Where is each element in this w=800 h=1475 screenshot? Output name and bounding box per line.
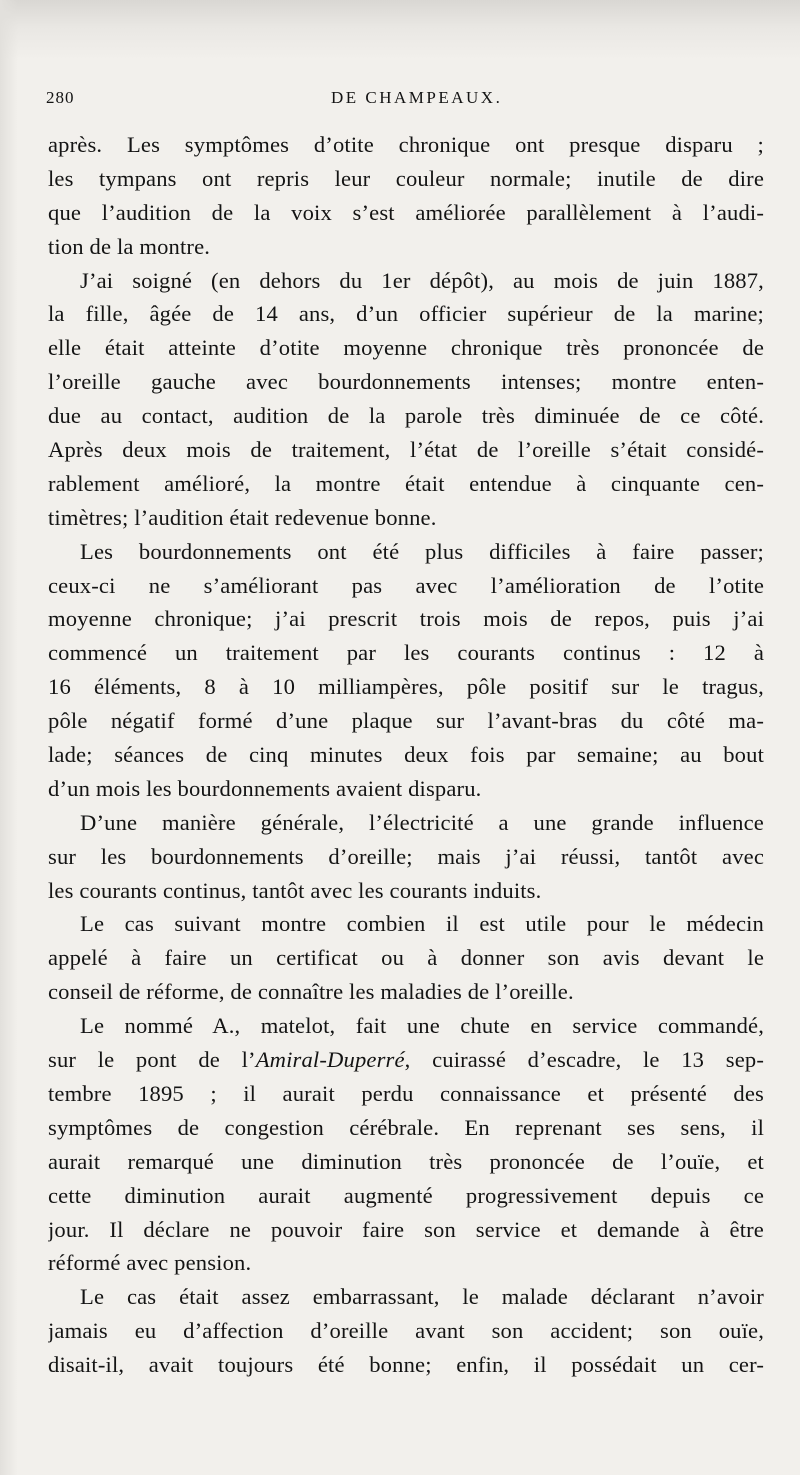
text-line: J’ai soigné (en dehors du 1er dépôt), au mois de juin 1887,	[80, 267, 764, 293]
text-line: conseil de réforme, de connaître les maladies de l’oreille.	[48, 979, 574, 1005]
text-line: jamais eu d’affection d’oreille avant son accident; son ouïe,	[48, 1318, 764, 1344]
page-number: 280	[46, 88, 75, 107]
text-line: Le cas était assez embarrassant, le malade déclarant n’avoir	[80, 1284, 764, 1310]
text-line: l’oreille gauche avec bourdonnements intenses; montre enten-	[48, 369, 764, 395]
text-line: les tympans ont repris leur couleur normale; inutile de dire	[48, 165, 764, 191]
text-line: elle était atteinte d’otite moyenne chronique très prononcée de	[48, 335, 764, 361]
text-line: lade; séances de cinq minutes deux fois par semaine; au bout	[48, 742, 764, 768]
text-line: pôle négatif formé d’une plaque sur l’avant-bras du côté ma-	[48, 708, 764, 734]
text-line: les courants continus, tantôt avec les courants induits.	[48, 877, 542, 903]
text-line: aurait remarqué une diminution très prononcée de l’ouïe, et	[48, 1148, 764, 1174]
text-line: moyenne chronique; j’ai prescrit trois mois de repos, puis j’ai	[48, 606, 764, 632]
running-title: DE CHAMPEAUX.	[331, 88, 503, 107]
text-line: d’un mois les bourdonnements avaient disparu.	[48, 775, 482, 801]
text-fragment: sur le pont de l’	[48, 1047, 256, 1073]
text-line: cette diminution aurait augmenté progressivement depuis ce	[48, 1182, 764, 1208]
text-line: la fille, âgée de 14 ans, d’un officier supérieur de la marine;	[48, 301, 764, 327]
text-line: disait-il, avait toujours été bonne; enfin, il possédait un cer-	[48, 1352, 764, 1378]
text-line: D’une manière générale, l’électricité a une grande influence	[80, 809, 764, 835]
text-line: après. Les symptômes d’otite chronique ont presque disparu ;	[48, 132, 764, 157]
text-line: ceux-ci ne s’améliorant pas avec l’amélioration de l’otite	[48, 572, 764, 598]
text-line: commencé un traitement par les courants continus : 12 à	[48, 640, 764, 666]
text-line: timètres; l’audition était redevenue bonne.	[48, 504, 437, 530]
text-line: que l’audition de la voix s’est améliorée parallèlement à l’audi-	[48, 199, 764, 225]
ship-name: Amiral-Duperré	[255, 1047, 405, 1073]
page-shadow-left	[0, 0, 18, 1475]
text-line: jour. Il déclare ne pouvoir faire son service et demande à être	[48, 1216, 764, 1242]
text-line: due au contact, audition de la parole très diminuée de ce côté.	[48, 403, 764, 429]
text-line: Les bourdonnements ont été plus difficiles à faire passer;	[80, 538, 764, 564]
text-line: rablement amélioré, la montre était entendue à cinquante cen-	[48, 470, 764, 496]
text-line: tembre 1895 ; il aurait perdu connaissance et présenté des	[48, 1080, 764, 1106]
text-line: sur les bourdonnements d’oreille; mais j’ai réussi, tantôt avec	[48, 843, 764, 869]
text-line: Après deux mois de traitement, l’état de l’oreille s’était considé-	[48, 437, 764, 463]
text-line-with-ship-name	[48, 1043, 764, 1077]
text-line: Le cas suivant montre combien il est utile pour le médecin	[80, 911, 764, 937]
body-text	[48, 128, 764, 1382]
text-line: Le nommé A., matelot, fait une chute en service commandé,	[80, 1013, 764, 1039]
text-line: tion de la montre.	[48, 233, 211, 259]
text-line: 16 éléments, 8 à 10 milliampères, pôle positif sur le tragus,	[48, 674, 764, 700]
text-line: appelé à faire un certificat ou à donner son avis devant le	[48, 945, 764, 971]
text-line: symptômes de congestion cérébrale. En reprenant ses sens, il	[48, 1114, 764, 1140]
running-head	[46, 88, 766, 112]
page-shadow-top	[0, 0, 800, 60]
text-line: réformé avec pension.	[48, 1250, 252, 1276]
text-fragment: , cuirassé d’escadre, le 13 sep-	[404, 1047, 764, 1073]
